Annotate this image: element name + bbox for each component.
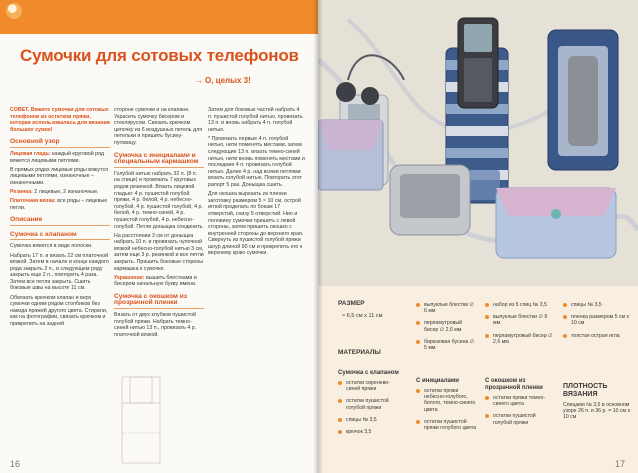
col3-paragraph-3: Для окошка вырезать из пленки заготовку размером 5 × 10 см, острой иглой проделать по бокам 17 отверстий, снизу 5 отверстий. Нио и половину сумочки пришить с левой стороны, затем пришить окошко с внутренней стороны до верхнего края. Свернуть из пушистой голубой пряжи шнур длиной 90 см и прикрепить его к верхнему краю сумочки. [208,191,304,257]
page-number: 17 [615,459,626,469]
basic-pattern-heading: Основной узор [10,139,110,148]
garter-text: все ряды – лицевые петли. [10,198,108,211]
flap-paragraph-3: Обвязать крючком клапан и верх сумочки одним рядом столбиков без накида пряжей другого цвета. Стирали, как на фотографии, связать крючком и прикрепить на задней [10,294,108,327]
list-item: толстая острая игла [563,333,633,339]
page-gutter [313,0,323,473]
extras-list [563,302,633,339]
col2-paragraph-4: Вязать от двух клубков пушистой голубой пряжи. Набрать темно-синей нитью 13 п., провязать 4 р. платочной вязкой. [114,312,197,338]
rib-text: 2 лицевые, 2 изнаночные. [34,188,99,195]
col3-paragraph-1: Затем для боковых частей набрать 4 п. пушистой голубой нитью, провязать 13 п. и вновь набрать 4 п. голубой нитью. [208,107,303,133]
list-item: перламутровый бисер ∅ 2,6 мм [416,320,476,332]
flap-paragraph-1: Сумочка вяжется в виде полоски. [10,243,93,250]
pattern-outline [122,377,160,463]
list-item: крючок 3,5 [338,429,403,435]
subtitle-text: О, целых 3! [205,76,251,85]
face-stitch-text: каждый круговой ряд вяжется лицевыми петлями. [10,150,104,164]
arrow-icon: → [195,76,203,85]
list-item: набор из 5 спиц № 3,5 [485,302,555,308]
mobile-phone [458,18,498,108]
initials-bag-materials [416,378,478,437]
rib-label: Резинка: [10,188,33,195]
garter-paragraph [10,198,110,211]
window-bag-materials [485,378,555,432]
initials-bag-materials-title: С инициалами [416,378,459,384]
initials-bag-extras [485,302,555,351]
density-title: ПЛОТНОСТЬ ВЯЗАНИЯ [563,383,608,398]
list-item: остатки пряжи небесно-голубого, белого, темно-синего цвета [416,388,478,413]
window-materials-list [485,395,555,426]
extras-list [485,302,555,345]
page-subtitle [195,76,251,85]
description-heading: Описание [10,217,110,226]
flap-bag-heading: Сумочка с клапаном [10,232,110,241]
flap-paragraph-2: Набрать 17 п. и вязать 22 см платочной вязкой. Затем в начале и конце каждого ряда закрыть 2 п., в следующем ряду закрыть еще 2 п., повторить 4 раза. Затем все петли закрыть. Сшить боковые швы на высоте 11 см. [10,252,109,292]
rows-paragraph: В прямых рядах лицевые ряды вяжутся лицевыми петлями, изнаночные – изнаночными. [10,166,108,186]
col3-paragraph-2: * Провязать первые 4 п. голубой нитью, нити поменять местами, затем следующие 13 п. вязать темно-синей нитью, нити вновь поменять местами и последние 4 п. провязать голубой нитью. Далее 4 р. над всеми петлями вязать голубой нитью. Повторить этот рапорт 5 раз. Доныщка сшить. [208,135,305,189]
top-color-band [0,0,318,34]
flap-bag-materials [338,370,403,441]
knitting-density [563,383,635,421]
yarn-ball-icon [6,3,22,19]
flap-bag-materials-title: Сумочка с клапаном [338,370,399,376]
flap-bag-front [496,188,616,258]
density-text: Спицами № 3,5 в основном узоре 26 п. и 36 р. = 10 см х 10 см [563,402,631,421]
face-stitch-paragraph [10,151,110,164]
product-photo [318,0,638,286]
rib-paragraph [10,189,110,196]
decoration-paragraph [114,275,204,288]
page-title: Сумочки для сотовых телефонов [20,46,299,65]
list-item: пленка размером 5 см х 10 см [563,314,633,326]
text-column-2 [114,107,204,341]
initials-materials-list [416,388,478,431]
left-page [0,0,318,473]
list-item: перламутровый бисер ∅ 2,6 мм [485,333,555,345]
right-page [318,0,638,473]
face-stitch-label: Лицевая гладь: [10,150,51,157]
list-item: выпуклые блестки ∅ 6 мм [485,314,555,326]
col2-paragraph-1: стороне сумочки и на клапане. Украсить сумочку бисером и стеклярусом. Связать крючком цепочку из 6 воздушных петель для петельки и пришить бусину-пуговицу. [114,107,203,146]
flap-bag-extras [416,302,476,357]
extras-list [416,302,476,351]
garter-label: Платочная вязка: [10,198,56,205]
text-column-3 [208,107,305,260]
size-value: ≈ 6,5 см х 11 см [342,313,383,319]
flip-phone [390,165,470,235]
col2-paragraph-3: На расстоянии 3 см от доныщка набрать 10 п. и провязать чулочной вязкой небесно-голубой нитью 3 см, затем еще 3 р. резинкой и все петли закрыть. Пришить боковые стороны кармашка к сумочке. [114,232,204,272]
list-item: спицы № 3,5 [338,417,403,423]
flap-bag-materials-list [338,380,403,435]
list-item: остатки пушистой голубой пряжи [338,398,403,410]
decoration-label: Украшение: [114,274,145,281]
flap-bag [318,120,383,190]
list-item: остатки пушистой голубой пряжи [485,413,555,425]
text-column-1 [10,107,110,330]
list-item: остатки пряжи темно-синего цвета [485,395,555,407]
bag-pattern-diagram [118,375,168,465]
col2-paragraph-2: Голубой нитью набрать 32 п. (8 п. на спице) и провязать 7 круговых рядов резинкой. Вязать лицевой гладью: 4 р. пушистой голубой пряжи, 4 р. белой, 4 р. небесно-голубой, 4 р. пушистой голубой, 4 р. белой, 4 р. темно-синей, 4 р. пушистой голубой, 4 р. небесно-голубой. Петли доныщка соединить. [114,170,204,230]
initials-bag-heading: Сумочка с инициалами и специальным кармашком [114,153,204,168]
page-number: 16 [10,459,21,469]
window-bag [548,30,618,170]
decoration-text: вышить блестками и бисером начальную букву имени. [114,274,197,288]
window-bag-materials-title: С окошком из прозрачной пленки [485,378,543,391]
window-bag-heading: Сумочка с окошком из прозрачной пленки [114,294,204,309]
advice-note: СОВЕТ. Вяжите сумочки для сотовых телефонов из остатков пряжи, которая использовалась для вязания больших сумок! [10,107,110,133]
list-item: выпуклые блестки ∅ 6 мм [416,302,476,314]
list-item: бирюзовая бусина ∅ 5 мм [416,339,476,351]
flap-outline [130,377,152,403]
materials-heading: МАТЕРИАЛЫ [338,349,381,356]
list-item: спицы № 3,5 [563,302,633,308]
list-item: остатки пушистой пряжи голубого цвета [416,419,478,431]
list-item: остатки сиренево-синей пряжи [338,380,403,392]
window-bag-extras [563,302,633,345]
size-heading: РАЗМЕР [338,300,365,307]
